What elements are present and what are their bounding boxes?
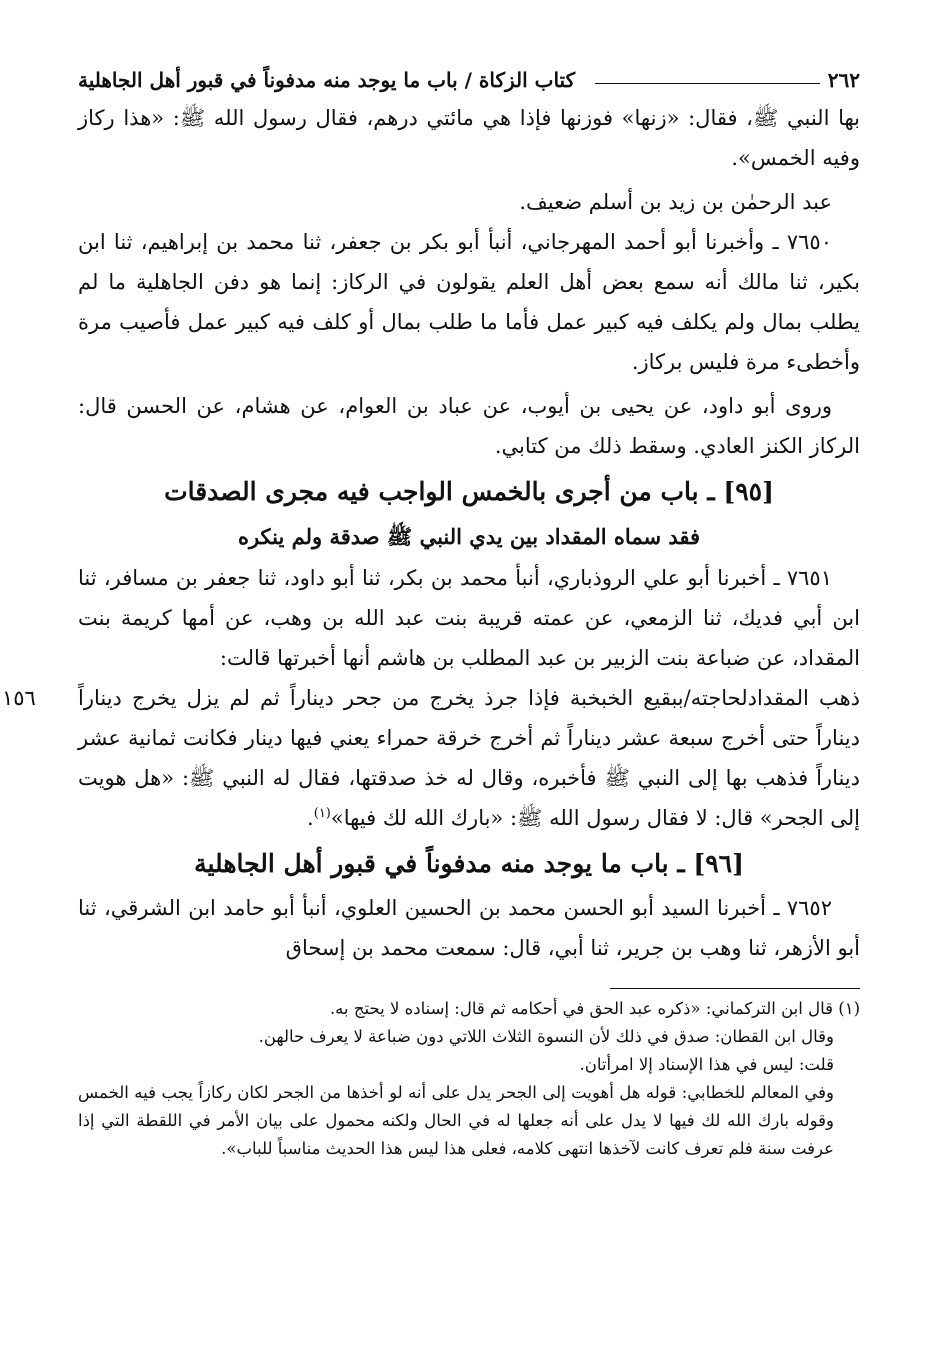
paragraph: عبد الرحمٰن بن زيد بن أسلم ضعيف. <box>519 190 832 214</box>
hadith-7651: ٧٦٥١ ـ أخبرنا أبو علي الروذباري، أنبأ محمد بن بكر، ثنا أبو داود، ثنا جعفر بن مسافر، ثنا ابن أبي فديك، ثنا الزمعي، عن عمته قريبة بنت عبد الله بن وهب، عن أمها كريمة بنت المقداد، عن ضباعة بنت الزبير بن عبد المطلب بن هاشم أنها أخبرتها قالت: <box>78 566 860 670</box>
footnote-line: وفي المعالم للخطابي: قوله هل أهويت إلى الجحر يدل على أنه لو أخذها من الجحر لكان ركازاً يجب فيه الخمس وقوله بارك الله لك فيها لا يدل على أنه جعلها له في الحال ولكنه محمول على بيان الأمر في اللقطة التي إذا عرفت سنة فلم تعرف كانت لآخذها انتهى كلامه، فعلى هذا ليس هذا الحديث مناسباً للباب». <box>78 1083 834 1158</box>
chapter-title-96: [٩٦] ـ باب ما يوجد منه مدفوناً في قبور أهل الجاهلية <box>194 849 744 878</box>
main-text <box>2 98 860 968</box>
hadith-7652: ٧٦٥٢ ـ أخبرنا السيد أبو الحسن محمد بن الحسين العلوي، أنبأ أبو حامد ابن الشرقي، ثنا أبو الأزهر، ثنا وهب بن جرير، ثنا أبي، قال: سمعت محمد بن إسحاق <box>78 896 860 960</box>
chapter-title-95: [٩٥] ـ باب من أجرى بالخمس الواجب فيه مجرى الصدقات <box>164 477 774 506</box>
paragraph-with-margin-ref <box>2 678 860 838</box>
margin-reference: ١٥٦ <box>2 686 36 710</box>
paragraph: بها النبي ﷺ، فقال: «زنها» فوزنها فإذا هي مائتي درهم، فقال رسول الله ﷺ: «هذا ركاز وفيه الخمس». <box>78 106 860 170</box>
paragraph: وروى أبو داود، عن يحيى بن أيوب، عن عباد بن العوام، عن هشام، عن الحسن قال: الركاز الكنز العادي. وسقط ذلك من كتابي. <box>78 394 860 458</box>
footnote-marker: (١) <box>313 806 331 821</box>
footnote-rule <box>610 988 860 989</box>
hadith-7650: ٧٦٥٠ ـ وأخبرنا أبو أحمد المهرجاني، أنبأ أبو بكر بن جعفر، ثنا محمد بن إبراهيم، ثنا ابن بكير، ثنا مالك أنه سمع بعض أهل العلم يقولون في الركاز: إنما هو دفن الجاهلية ما لم يطلب بمال ولم يكلف فيه كبير عمل فأما ما طلب بمال أو كلف فيه كبير عمل فأصيب مرة وأخطىء مرة فليس بركاز. <box>78 230 860 374</box>
page-header <box>78 52 860 92</box>
footnote-line: قلت: ليس في هذا الإسناد إلا امرأتان. <box>579 1055 834 1074</box>
footnotes <box>78 995 860 1163</box>
footnote-1: (١) قال ابن التركماني: «ذكره عبد الحق في أحكامه ثم قال: إسناده لا يحتج به. <box>329 999 860 1018</box>
footnote-line: وقال ابن القطان: صدق في ذلك لأن النسوة الثلاث اللاتي دون ضباعة لا يعرف حالهن. <box>258 1027 834 1046</box>
book-page <box>2 52 860 1327</box>
paragraph-text: ذهب المقدادلحاجته/ببقيع الخبخبة فإذا جرذ يخرج من جحر ديناراً ثم لم يزل يخرج ديناراً ديناراً حتى أخرج سبعة عشر ديناراً ثم أخرج خرقة حمراء يعني فيها دينار فكانت ثمانية عشر ديناراً فذهب بها إلى النبي ﷺ فأخبره، وقال له خذ صدقتها، فقال له النبي ﷺ: «هل هويت إلى الجحر» قال: لا فقال رسول الله ﷺ: «بارك الله لك فيها» <box>78 686 860 830</box>
header-rule <box>595 83 820 84</box>
paragraph-end: . <box>307 806 314 830</box>
chapter-subtitle-95: فقد سماه المقداد بين يدي النبي ﷺ صدقة ولم ينكره <box>237 524 701 549</box>
paragraph <box>78 678 860 838</box>
page-number: ٢٦٢ <box>827 68 860 92</box>
running-head: كتاب الزكاة / باب ما يوجد منه مدفوناً في قبور أهل الجاهلية <box>78 68 576 92</box>
